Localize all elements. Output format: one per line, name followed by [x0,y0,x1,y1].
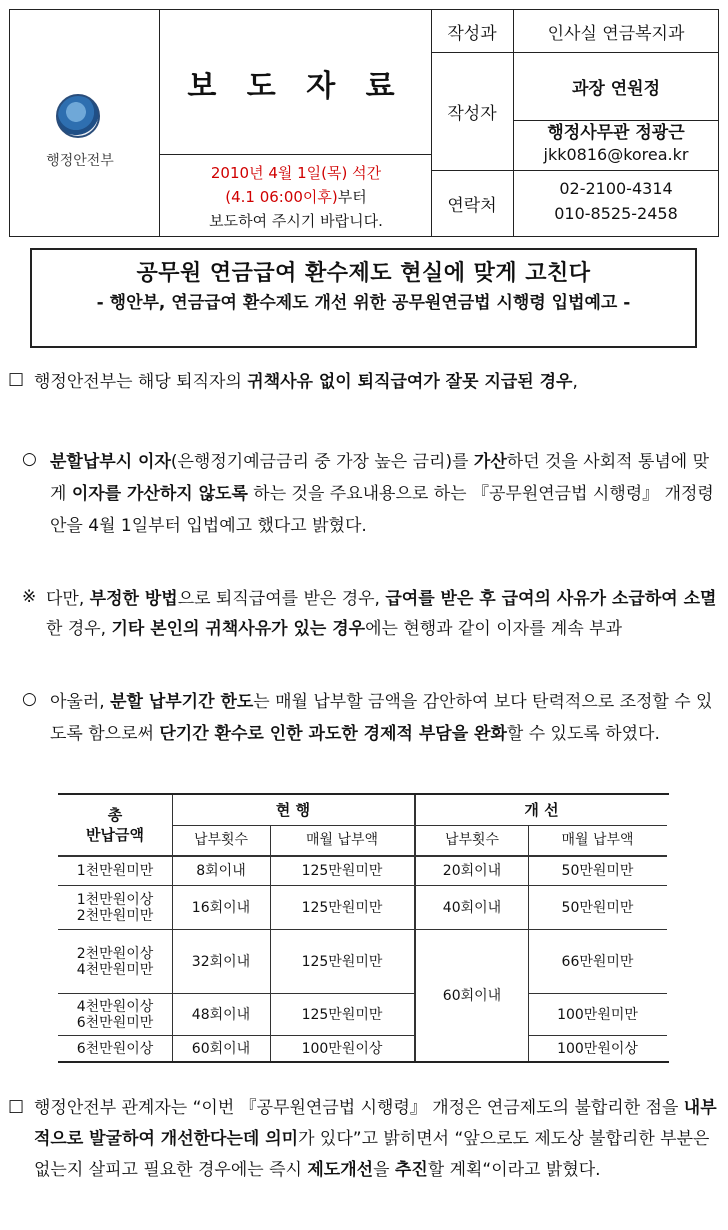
row3-amount-line1: 2천만원이상 [76,945,154,962]
repayment-comparison-table [58,793,669,1063]
row5-amount: 6천만원이상 [76,1040,154,1057]
row2-amount-line2: 2천만원미만 [76,907,154,924]
dept-value: 인사실 연금복지과 [547,23,685,44]
row1-cur-monthly: 125만원미만 [301,863,383,879]
contact-phones [513,176,719,232]
text-span: 을 [373,1160,395,1180]
sub-current-monthly: 매월 납부액 [305,832,379,848]
ministry-name: 행정안전부 [46,153,114,169]
row4-cur-count: 48회이내 [191,1006,251,1023]
row2-cur-monthly: 125만원미만 [301,899,383,916]
bullet-circle: ○ [22,689,37,709]
row1-cur-count: 8회이내 [196,863,246,879]
group-current: 현 행 [275,801,311,819]
bold-span: 추진 [394,1160,428,1180]
author-label: 작성자 [447,103,497,124]
embargo-date: 2010년 4월 1일(목) 석간 [210,164,382,182]
author-email[interactable]: jkk0816@korea.kr [543,145,689,164]
press-release-title: 보 도 자 료 [187,68,405,104]
col-total-line1: 총 [107,806,123,824]
bold-span: 부정한 방법 [89,589,178,609]
headline-box [30,248,697,348]
bold-span: 기타 본인의 귀책사유가 있는 경우 [111,619,366,639]
row4-amount-line1: 4천만원이상 [76,998,154,1015]
row1-new-monthly: 50만원미만 [561,863,634,879]
paragraph-2 [50,446,718,542]
row1-new-count: 20회이내 [442,863,502,879]
embargo-time: (4.1 06:00이후) [225,188,338,206]
row2-amount [58,886,172,929]
col-total-amount [58,795,172,855]
press-release-header [9,9,719,237]
bullet-square: □ [8,1096,25,1116]
row3-amount [58,930,172,993]
text-span: 에는 현행과 같이 이자를 계속 부과 [365,619,623,639]
bold-span: 이자를 가산하지 않도록 [71,484,248,504]
phone-office: 02-2100-4314 [559,179,673,198]
row5-cur-count: 60회이내 [191,1040,251,1057]
row3-cur-count: 32회이내 [191,953,251,970]
author-chief: 과장 연원정 [571,78,661,99]
row5-new-monthly: 100만원이상 [557,1040,638,1057]
bold-span: 분할납부시 이자 [50,452,171,472]
group-improved: 개 선 [524,801,559,819]
text-span: 하는 것을 주요내용으로 하는 『공무원연금법 시행령』 개정령안을 4월 1일부터 입법예고 했다고 밝혔다. [50,484,714,536]
embargo-from: 부터 [337,188,367,206]
text-span: 아울러, [50,692,111,712]
bold-span: 급여를 받은 후 급여의 사유가 소급하여 소멸 [385,589,717,609]
text-span: 는 매월 납부할 금액을 감안하여 보다 탄력적으로 조정할 수 있도록 함으로써 [50,692,713,744]
text-span: 하던 것을 사회적 통념에 맞게 [50,452,710,504]
row2-new-count: 40회이내 [442,899,502,916]
text-span: 가 있다”고 밝히면서 “앞으로도 제도상 불합리한 부분은 없는지 살피고 필요한 경우에는 즉시 [34,1129,710,1180]
dept-label: 작성과 [447,23,497,44]
row4-cur-monthly: 125만원미만 [301,1006,383,1023]
headline-sub: - 행안부, 연금급여 환수제도 개선 위한 공무원연금법 시행령 입법예고 - [96,293,631,313]
paragraph-5 [34,1093,718,1186]
row3-cur-monthly: 125만원미만 [301,953,383,970]
row3-amount-line2: 4천만원미만 [76,961,154,978]
embargo-request: 보도하여 주시기 바랍니다. [209,212,383,230]
headline-main: 공무원 연금급여 환수제도 현실에 맞게 고친다 [136,261,591,286]
text-span: (은행정기예금금리 중 가장 높은 금리)를 [170,452,474,472]
bold-span: 분할 납부기간 한도 [110,692,254,712]
bullet-square: □ [8,369,25,389]
contact-label: 연락처 [447,195,497,216]
text-span: 한 경우, [46,619,112,639]
paragraph-4 [50,686,718,750]
row4-amount-line2: 6천만원미만 [76,1014,154,1031]
text-span: 할 수 있도록 하였다. [506,724,660,744]
text-span: 행정안전부는 해당 퇴직자의 [34,372,248,392]
logo-area [10,10,160,236]
bullet-circle: ○ [22,449,37,469]
row2-cur-count: 16회이내 [191,899,251,916]
bold-span: 단기간 환수로 인한 과도한 경제적 부담을 완화 [159,724,507,744]
text-span: 다만, [46,589,90,609]
row2-amount-line1: 1천만원이상 [76,891,154,908]
text-span: 할 계획“이라고 밝혔다. [427,1160,601,1180]
row5-cur-monthly: 100만원이상 [301,1040,383,1057]
col-total-line2: 반납금액 [86,826,144,844]
sub-new-monthly: 매월 납부액 [561,832,634,848]
author-officer-block [513,122,719,170]
text-span: 행정안전부 관계자는 “이번 『공무원연금법 시행령』 개정은 연금제도의 불합리한 점을 [34,1098,684,1118]
row1-amount: 1천만원미만 [76,863,154,879]
row3-new-monthly: 66만원미만 [561,953,634,970]
note-mark: ※ [22,587,37,607]
row4-new-monthly: 100만원미만 [557,1006,638,1023]
bold-span: 가산 [473,452,507,472]
text-span: 으로 퇴직급여를 받은 경우, [177,589,386,609]
merged-new-count: 60회이내 [442,987,502,1004]
bold-span: 내부적으로 발굴하여 개선한다는데 의미 [34,1098,717,1149]
sub-new-count: 납부횟수 [444,832,500,848]
row4-amount [58,994,172,1035]
government-emblem-icon [56,94,100,138]
phone-mobile: 010-8525-2458 [554,204,678,223]
paragraph-1 [34,366,718,398]
bold-span: 귀책사유 없이 퇴직급여가 잘못 지급된 경우 [247,372,573,392]
row2-new-monthly: 50만원미만 [561,899,634,916]
sub-current-count: 납부횟수 [193,832,249,848]
paragraph-note [46,584,718,644]
author-officer: 행정사무관 정광근 [547,123,685,143]
text-span: , [572,372,578,392]
bold-span: 제도개선 [307,1160,374,1180]
embargo-notice [160,155,432,236]
